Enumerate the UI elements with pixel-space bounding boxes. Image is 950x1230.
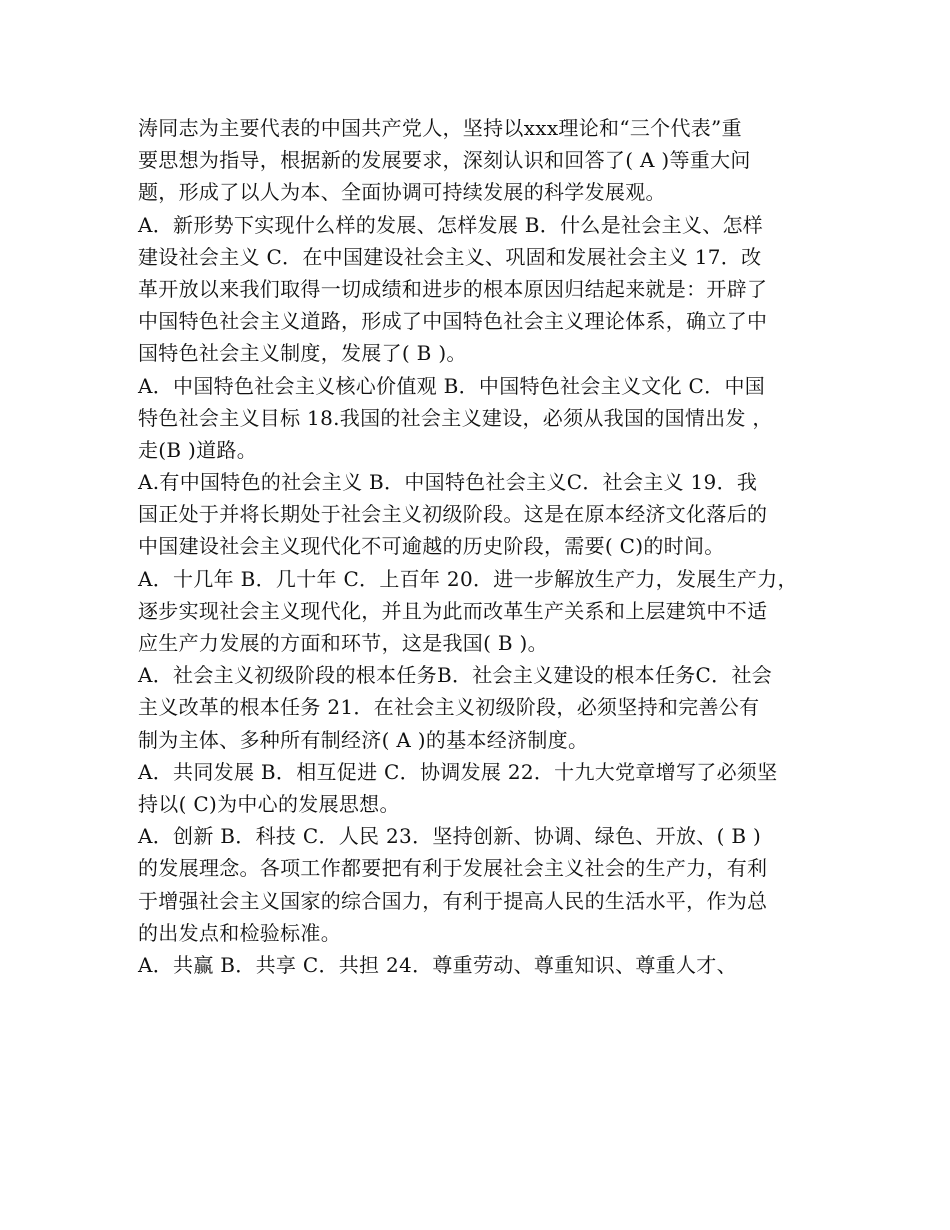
text-line: 中国建设社会主义现代化不可逾越的历史阶段，需要( C)的时间。 (138, 534, 725, 559)
text-line: A．创新 B．科技 C．人民 23．坚持创新、协调、绿色、开放、( B ) (138, 824, 762, 849)
text-line: 国特色社会主义制度，发展了( B )。 (138, 341, 467, 366)
text-line: A．十几年 B．几十年 C．上百年 20．进一步解放生产力，发展生产力， (138, 566, 798, 591)
text-line: 涛同志为主要代表的中国共产党人，坚持以xxx理论和“三个代表”重 (138, 116, 742, 140)
text-line: 国正处于并将长期处于社会主义初级阶段。这是在原本经济文化落后的 (138, 502, 768, 527)
text-line: 中国特色社会主义道路，形成了中国特色社会主义理论体系，确立了中 (138, 309, 768, 334)
text-line: 制为主体、多种所有制经济( A )的基本经济制度。 (138, 727, 589, 752)
text-line: 革开放以来我们取得一切成绩和进步的根本原因归结起来就是：开辟了 (138, 276, 768, 301)
text-line: 于增强社会主义国家的综合国力，有利于提高人民的生活水平，作为总 (138, 888, 768, 913)
text-line: A．新形势下实现什么样的发展、怎样发展 B．什么是社会主义、怎样 (138, 212, 764, 237)
text-line: A．共赢 B．共享 C．共担 24．尊重劳动、尊重知识、尊重人才、 (138, 952, 737, 977)
document-body (138, 112, 818, 981)
text-line: 特色社会主义目标 18.我国的社会主义建设，必须从我国的国情出发 ， (138, 405, 773, 430)
text-line: 应生产力发展的方面和环节，这是我国( B )。 (138, 631, 548, 655)
text-line: 要思想为指导，根据新的发展要求，深刻认识和回答了( A )等重大问 (138, 148, 751, 173)
text-line: 逐步实现社会主义现代化，并且为此而改革生产关系和上层建筑中不适 (138, 598, 768, 623)
text-line: 走(B )道路。 (138, 437, 258, 462)
text-line: A．社会主义初级阶段的根本任务B．社会主义建设的根本任务C．社会 (138, 663, 773, 688)
text-line: A．中国特色社会主义核心价值观 B．中国特色社会主义文化 C．中国 (138, 373, 766, 398)
text-line: 主义改革的根本任务 21．在社会主义初级阶段，必须坚持和完善公有 (138, 695, 760, 720)
text-line: A．共同发展 B．相互促进 C．协调发展 22．十九大党章增写了必须坚 (138, 759, 778, 784)
text-line: 题，形成了以人为本、全面协调可持续发展的科学发展观。 (138, 180, 666, 205)
text-line: 持以( C)为中心的发展思想。 (138, 791, 400, 816)
text-line: 的出发点和检验标准。 (138, 920, 341, 945)
text-line: 的发展理念。各项工作都要把有利于发展社会主义社会的生产力，有利 (138, 856, 768, 881)
text-line: A.有中国特色的社会主义 B．中国特色社会主义C．社会主义 19．我 (138, 470, 758, 495)
text-line: 建设社会主义 C．在中国建设社会主义、巩固和发展社会主义 17．改 (138, 244, 762, 269)
